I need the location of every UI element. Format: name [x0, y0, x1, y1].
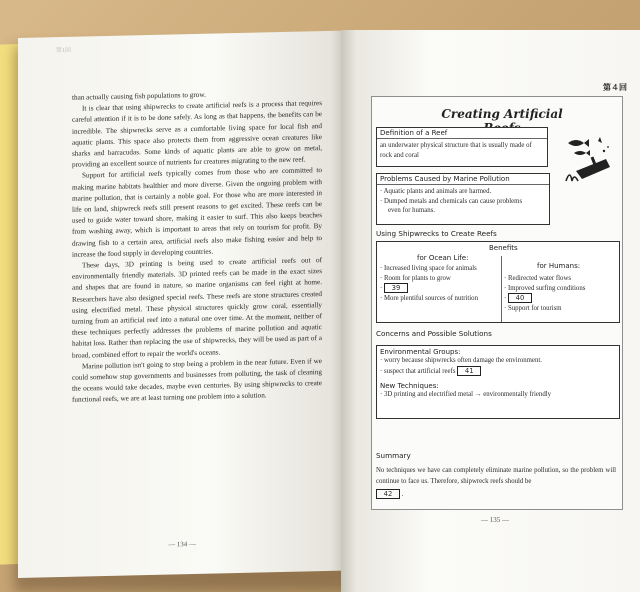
right-page [341, 30, 640, 592]
ocean-life-item: · Increased living space for animals [380, 265, 477, 272]
humans-item: · Redirected water flows [504, 275, 571, 282]
chapter-label: 第４回 [603, 83, 627, 92]
paragraph: than actually causing fish populations to grow. [72, 90, 206, 102]
paragraph: It is clear that using shipwrecks to create artificial reefs is a process that requires careful attention if it is to be done safely. As long as that happens, the benefits can be incredible. The shipwrecks serve as a comfortable living space for local fish and aquatic plants. This space also protects them from aggressive ocean creatures like sharks and barracudas. Some kinds of aquatic plants are able to grow on metal, providing an excellent source of nutrients for creatures migrating to the new reef. [72, 99, 322, 169]
left-page-number: — 134 — [168, 539, 196, 549]
paragraph: Marine pollution isn't going to stop being a problem in the near future. Even if we could somehow stop governments and businesses from polluting, the task of cleaning the oceans would take decades, maybe even centuries. By using shipwrecks to create functional reefs, we are at least turning one problem into a solution. [72, 356, 322, 405]
environmental-groups-heading: Environmental Groups: [380, 348, 461, 356]
problem-item: · Dumped metals and chemicals can cause problems [380, 197, 523, 205]
shipwreck-fish-icon [562, 131, 614, 185]
ocean-life-item: · Room for plants to grow [380, 274, 451, 282]
definition-text: an underwater physical structure that is usually made of rock and coral [380, 142, 532, 159]
definition-box [376, 127, 548, 167]
new-techniques-heading: New Techniques: [380, 382, 439, 391]
paragraph: Support for artificial reefs typically comes from those who are committed to making marine habitats healthier and more diverse. Given the ongoing problem with marine pollution, that is certainly a noble goal. For those who are more interested in life on land, shipwreck reefs still present reasons to get excited. These reefs can be used to guide water toward shore, making it easier to surf. This also keeps beaches from washing away, which is important to areas that rely on tourism for profit. By drawing fish to a certain area, artificial reefs also make fishing easier and help to increase the food supply in developing countries. [72, 166, 322, 259]
concern-item: · suspect that artificial reefs [380, 367, 456, 375]
concern-item: · worry because shipwrecks often damage the environment. [380, 357, 542, 364]
problems-box [376, 173, 550, 225]
technique-item: · 3D printing and electrified metal → environmentally friendly [380, 391, 552, 399]
using-shipwrecks-heading: Using Shipwrecks to Create Reefs [376, 229, 497, 238]
concerns-box [376, 345, 620, 419]
worksheet [371, 96, 623, 510]
problem-item: · Aquatic plants and animals are harmed. [380, 188, 492, 195]
problem-item: even for humans. [388, 207, 435, 214]
paragraph: These days, 3D printing is being used to create artificial reefs out of environmentally friendly materials. 3D printed reefs can be made in the exact sizes and shapes that are found in nature, so marine organisms can feel right at home. Researchers have also designed special reefs. These reefs are stone structures created using electrified metal. These physical structures quickly grow coral, essentially turning from an artificial reef into a natural one over time. At the moment, neither of these techniques perfectly addresses the problems of marine pollution and aquatic habitat loss. Rather than replacing the use of shipwrecks, they will be used as part of a broad, combined effort to repair the world's oceans. [72, 256, 322, 360]
benefits-heading: Benefits [489, 244, 518, 252]
right-page-number: — 135 — [481, 516, 509, 524]
benefits-box [376, 241, 620, 323]
summary-heading: Summary [376, 451, 411, 460]
benefits-divider [501, 256, 502, 322]
humans-list: · Redirected water flows · Improved surfing conditions · 40 · Support for tourism [504, 275, 586, 312]
answer-blank-41[interactable]: 41 [457, 366, 481, 376]
answer-blank-40[interactable]: 40 [508, 293, 532, 303]
left-page [18, 31, 343, 578]
humans-heading: for Humans: [537, 262, 581, 270]
worksheet-title: Creating Artificial [441, 107, 563, 121]
problems-heading: Problems Caused by Marine Pollution [377, 174, 549, 185]
humans-item: · Improved surfing conditions [504, 284, 586, 292]
left-running-head: 第1回 [56, 47, 72, 55]
concerns-heading: Concerns and Possible Solutions [376, 329, 492, 338]
definition-heading: Definition of a Reef [377, 128, 547, 139]
summary-text: No techniques we have can completely eliminate marine pollution, so the problem will continue to face us. Therefore, shipwreck reefs should be 42 . [376, 467, 616, 498]
ocean-life-list: · Increased living space for animals · Room for plants to grow · 39 · More plentiful sources of nutrition [380, 265, 478, 302]
humans-item: · Support for tourism [504, 304, 562, 312]
answer-blank-39[interactable]: 39 [384, 283, 408, 293]
answer-blank-42[interactable]: 42 [376, 489, 400, 499]
left-page-text [72, 87, 322, 406]
ocean-life-heading: for Ocean Life: [417, 254, 469, 262]
ocean-life-item: · More plentiful sources of nutrition [380, 294, 478, 302]
